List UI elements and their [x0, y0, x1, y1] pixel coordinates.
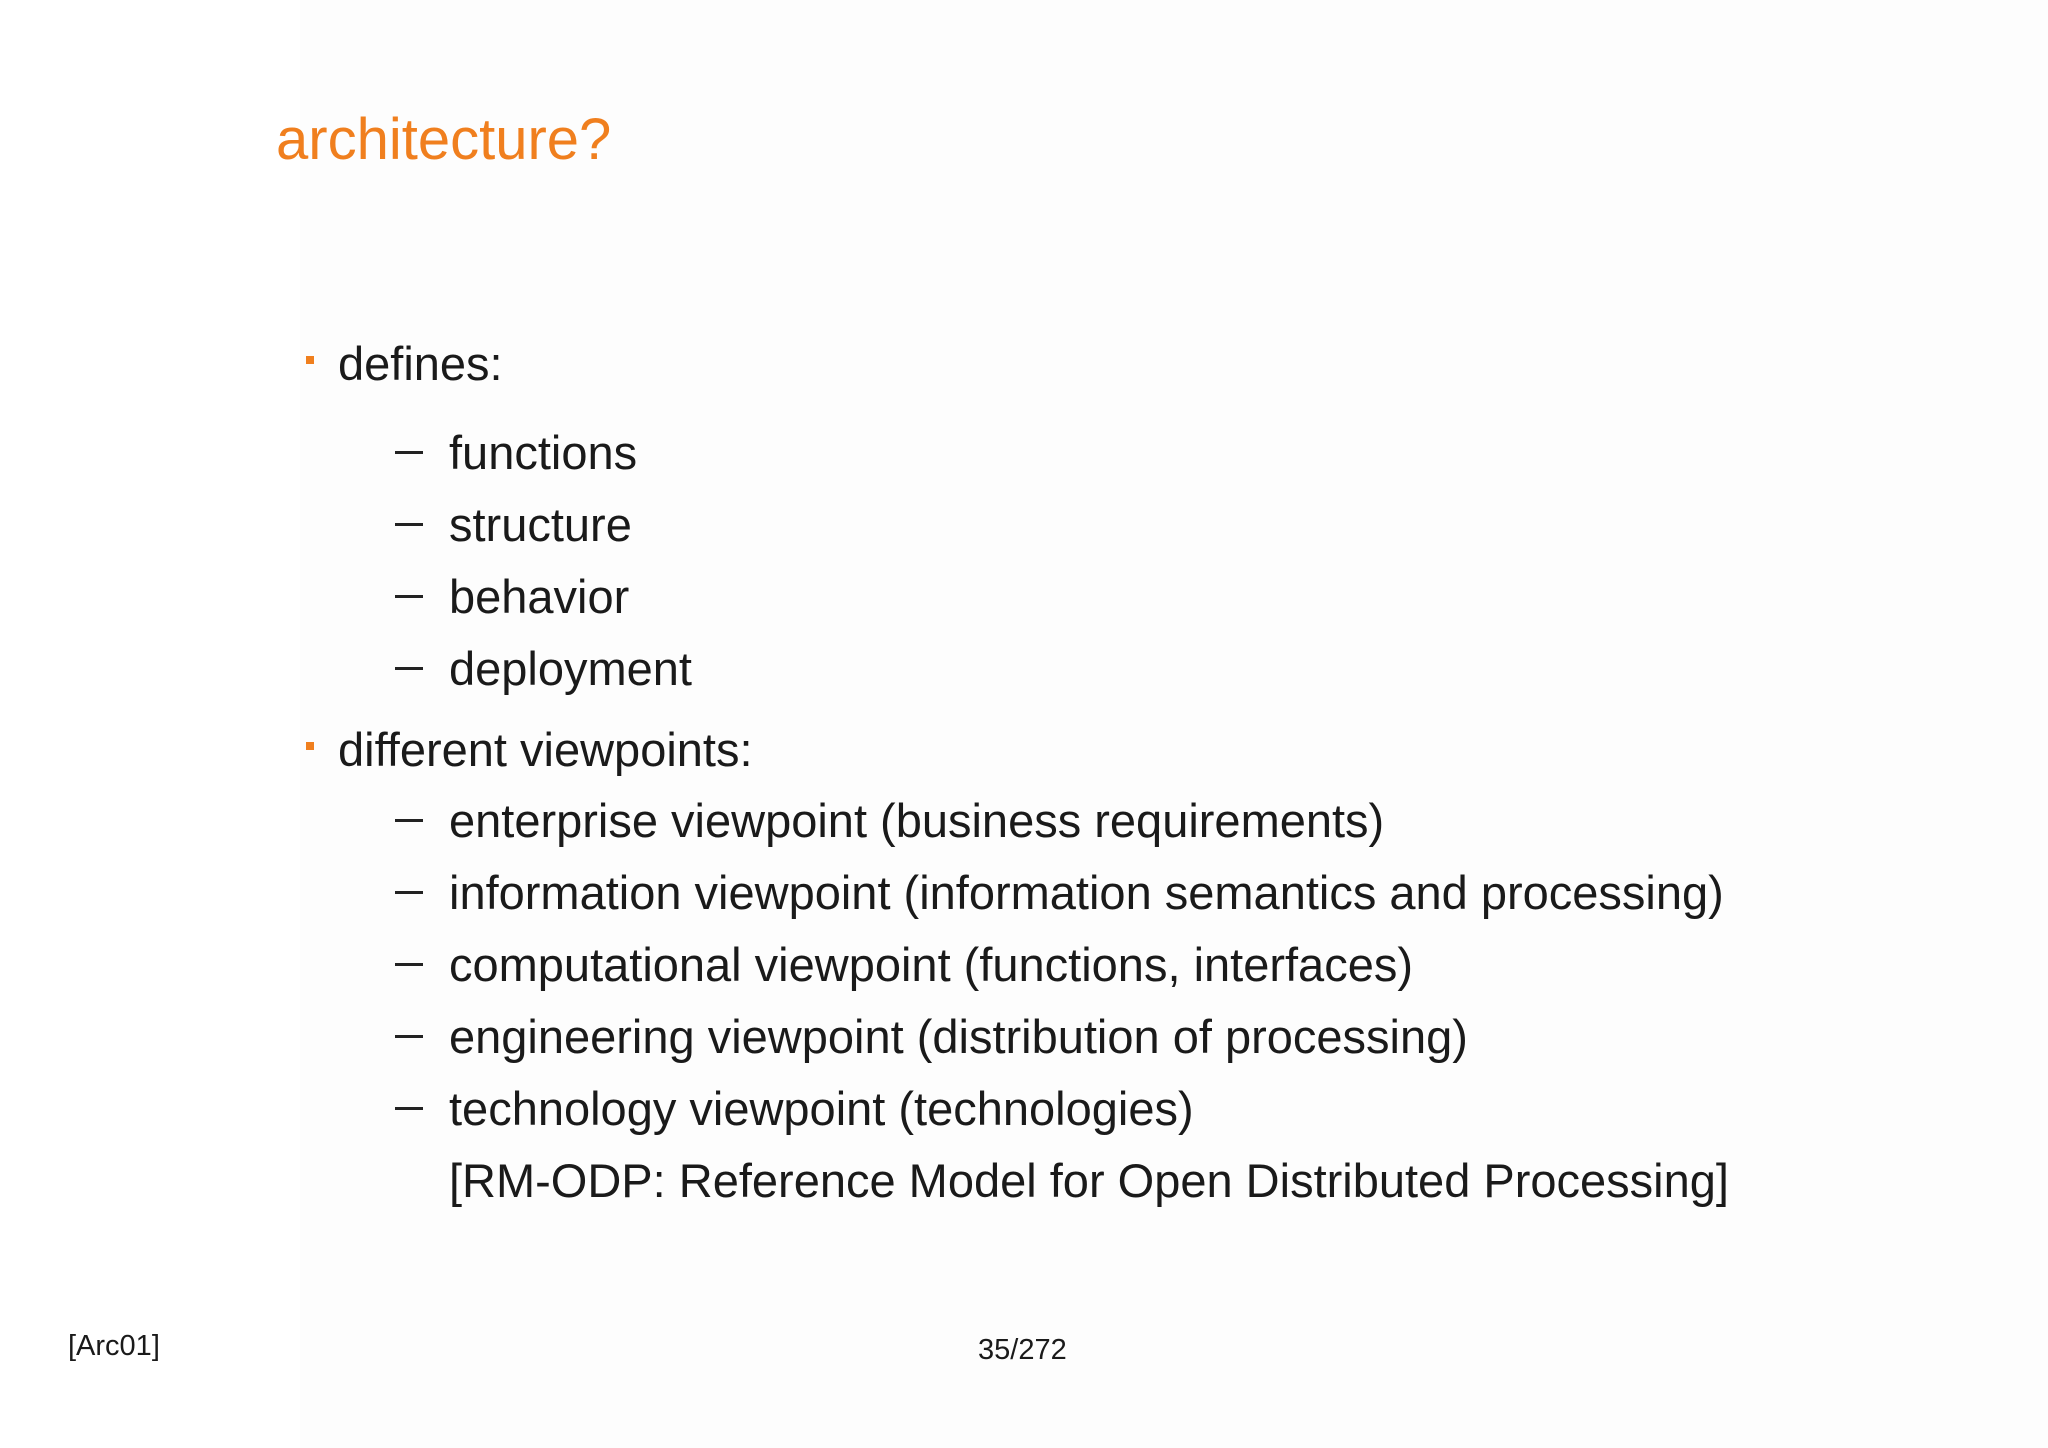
reference-note: [RM-ODP: Reference Model for Open Distributed Processing]	[449, 1154, 1729, 1207]
slide-title: architecture?	[276, 107, 612, 172]
dash-icon	[395, 963, 423, 966]
bullet-marker-icon	[306, 742, 314, 750]
dash-icon	[395, 523, 423, 526]
bullet-different-viewpoints: different viewpoints:	[338, 723, 753, 776]
dash-icon	[395, 451, 423, 454]
subitem-behavior: behavior	[449, 570, 630, 623]
subitem-enterprise-viewpoint: enterprise viewpoint (business requirements)	[449, 794, 1385, 847]
page-number: 35/272	[978, 1334, 1067, 1366]
footer-citation: [Arc01]	[68, 1330, 160, 1362]
subitem-computational-viewpoint: computational viewpoint (functions, interfaces)	[449, 938, 1413, 991]
subitem-technology-viewpoint: technology viewpoint (technologies)	[449, 1082, 1194, 1135]
dash-icon	[395, 1107, 423, 1110]
subitem-information-viewpoint: information viewpoint (information semantics and processing)	[449, 866, 1724, 919]
dash-icon	[395, 1035, 423, 1038]
subitem-structure: structure	[449, 498, 632, 551]
dash-icon	[395, 595, 423, 598]
dash-icon	[395, 667, 423, 670]
bullet-marker-icon	[306, 356, 314, 364]
dash-icon	[395, 819, 423, 822]
subitem-engineering-viewpoint: engineering viewpoint (distribution of processing)	[449, 1010, 1468, 1063]
dash-icon	[395, 891, 423, 894]
bullet-defines: defines:	[338, 337, 503, 390]
subitem-deployment: deployment	[449, 642, 692, 695]
subitem-functions: functions	[449, 426, 638, 479]
